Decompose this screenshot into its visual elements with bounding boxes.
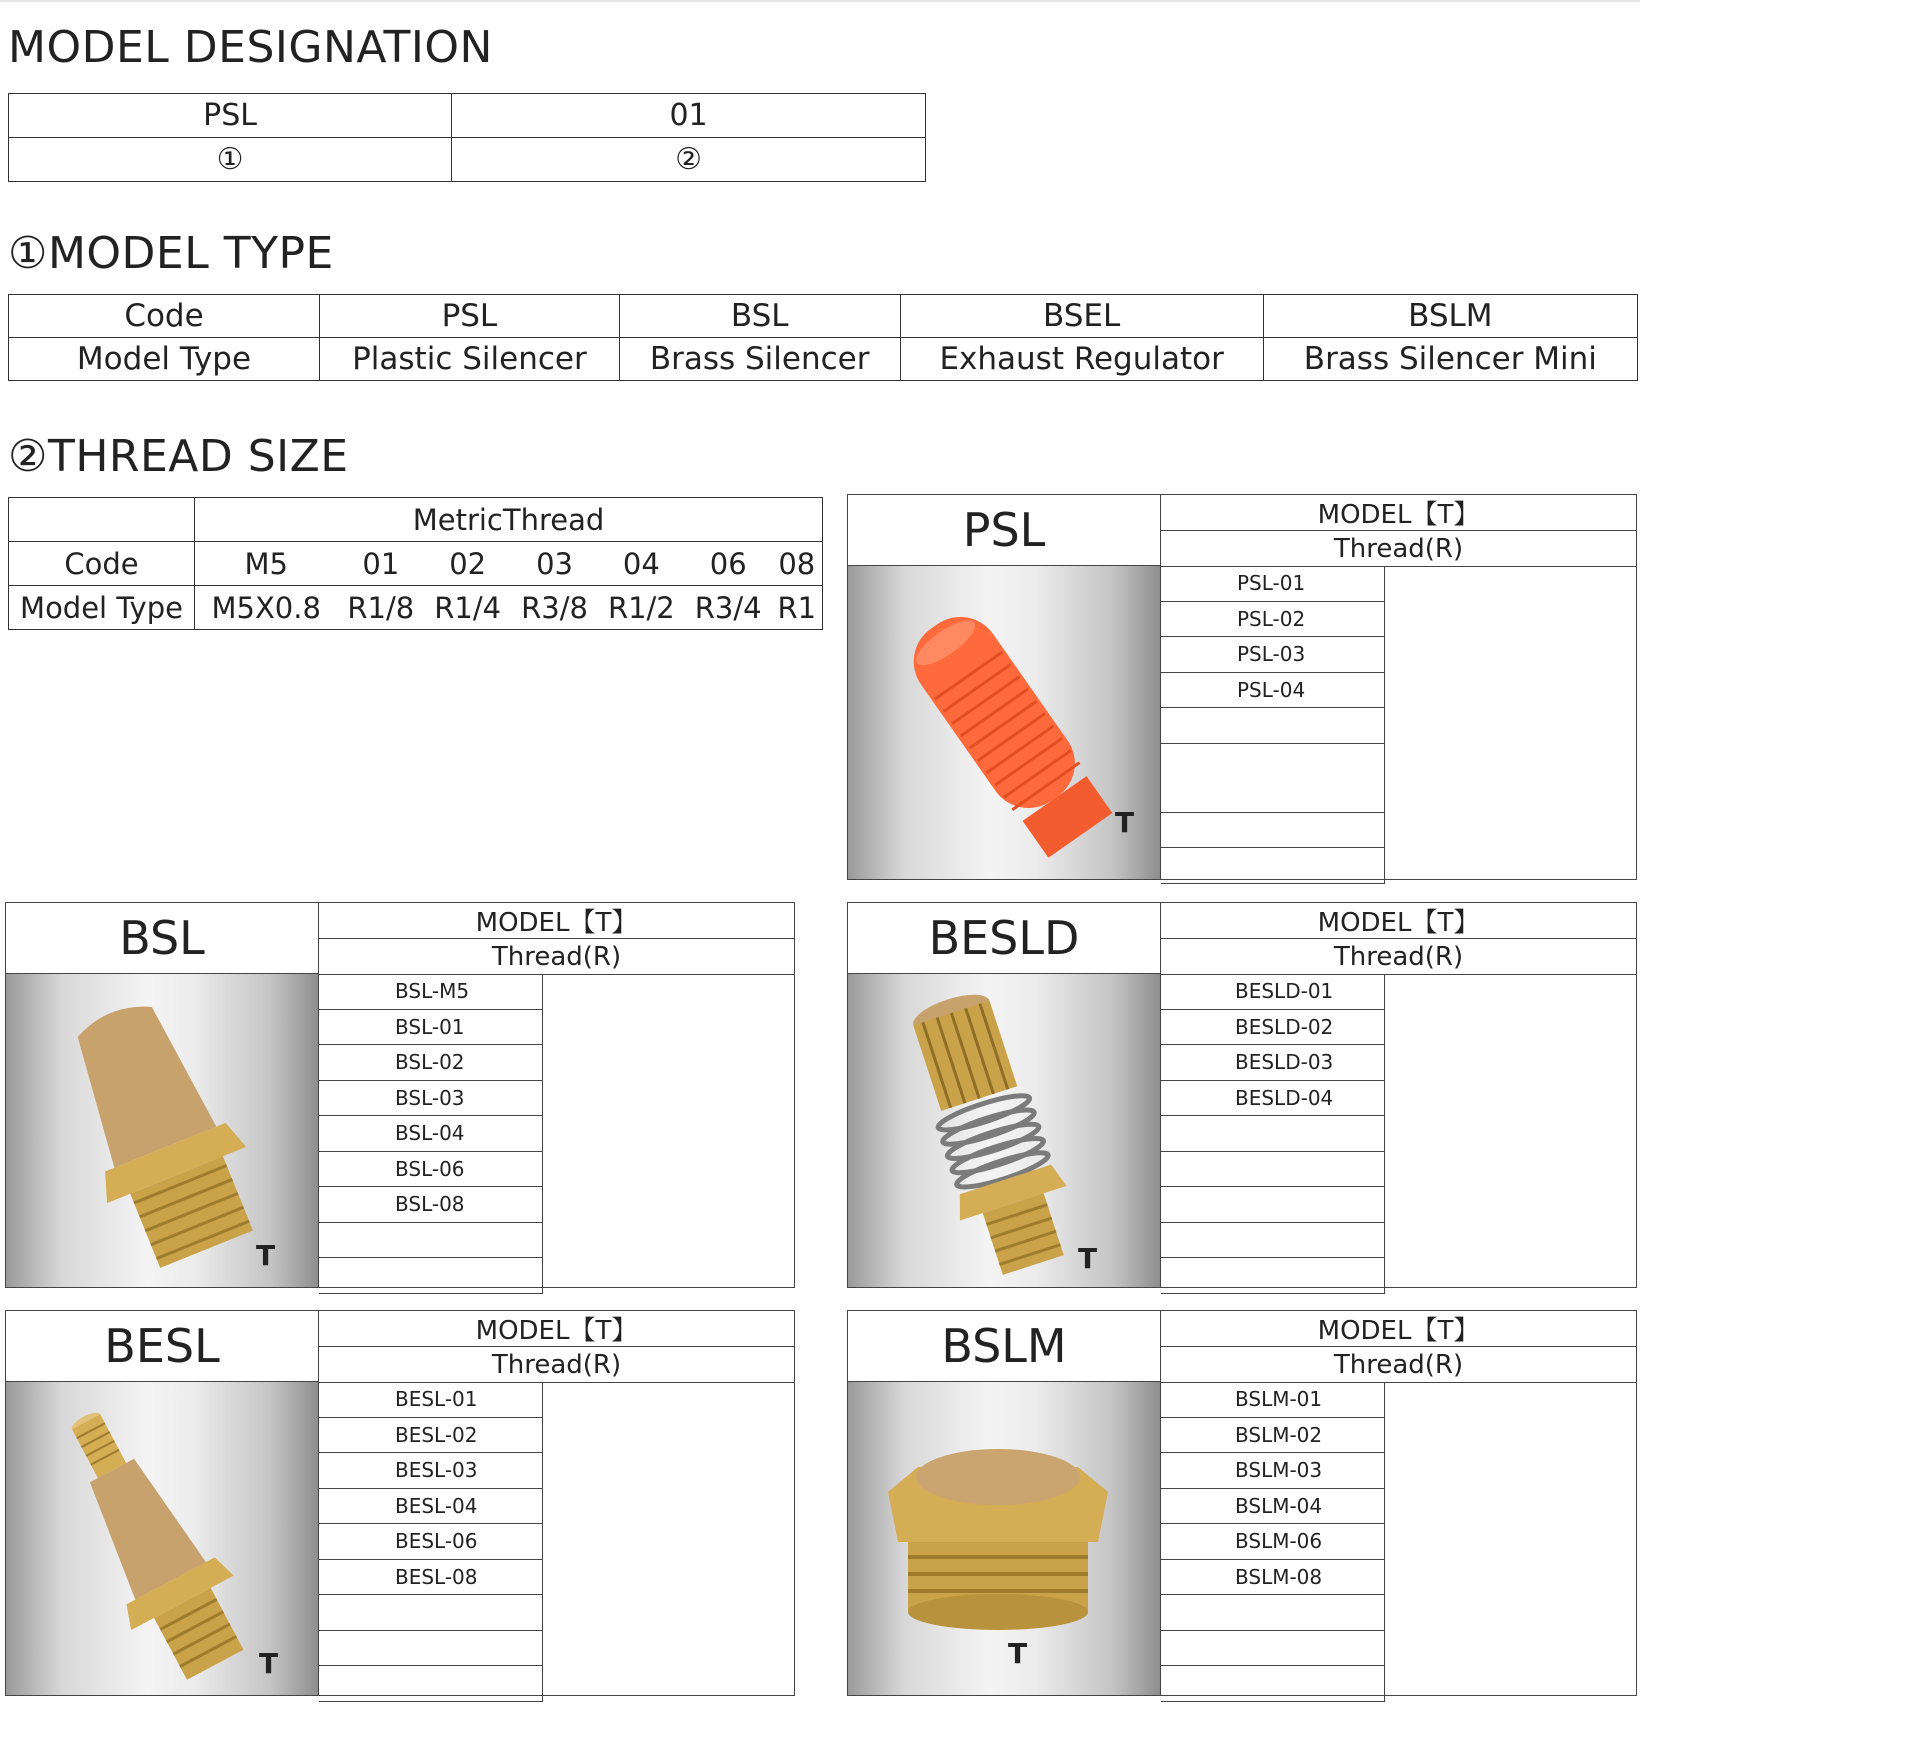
model-cell: BSLM-03 — [1161, 1453, 1385, 1489]
thread-size-type: R1/2 — [598, 586, 685, 630]
model-cell: BESL-08 — [319, 1559, 543, 1595]
table-row — [1161, 1222, 1385, 1258]
table-row — [1161, 637, 1385, 673]
thread-size-corner — [9, 498, 195, 542]
model-cell: BSL-02 — [319, 1045, 543, 1081]
model-cell: BSL-03 — [319, 1080, 543, 1116]
model-cell — [1161, 1151, 1385, 1187]
thread-size-code: M5 — [195, 542, 338, 586]
table-row — [1161, 743, 1385, 812]
table-row — [1161, 1009, 1385, 1045]
model-cell: BESLD-03 — [1161, 1045, 1385, 1081]
table-row — [1161, 974, 1385, 1009]
thread-cell — [1385, 974, 1386, 1009]
model-type-name: Plastic Silencer — [320, 338, 620, 381]
table-row — [319, 1009, 543, 1045]
model-cell — [319, 1222, 543, 1258]
model-cell: BSLM-02 — [1161, 1417, 1385, 1453]
besld-panel — [847, 902, 1637, 1288]
thread-cell — [543, 1116, 544, 1152]
table-row — [319, 1417, 543, 1453]
table-row — [319, 974, 543, 1009]
bslm-panel-header-thread: Thread(R) — [1161, 1347, 1636, 1383]
thread-size-code: 04 — [598, 542, 685, 586]
table-row — [1161, 1187, 1385, 1223]
thread-size-code-label: Code — [9, 542, 195, 586]
model-cell: BSL-01 — [319, 1009, 543, 1045]
table-row — [1161, 1080, 1385, 1116]
model-cell — [1161, 1258, 1385, 1294]
model-cell — [1161, 1630, 1385, 1666]
model-cell: BSL-08 — [319, 1187, 543, 1223]
model-cell — [319, 1630, 543, 1666]
thread-cell — [1385, 1595, 1386, 1631]
model-type-code: BSL — [619, 295, 900, 338]
thread-cell — [543, 1009, 544, 1045]
thread-size-type: R1/4 — [424, 586, 511, 630]
thread-cell — [543, 1151, 544, 1187]
bslm-panel — [847, 1310, 1637, 1696]
besld-panel-header-model: MODEL【T】 — [1161, 903, 1636, 939]
thread-cell — [1385, 637, 1386, 673]
table-row — [1161, 812, 1385, 848]
model-type-table — [8, 294, 1638, 381]
bsl-panel-title: BSL — [6, 903, 319, 974]
thread-cell — [543, 1666, 544, 1702]
psl-model-table — [1161, 566, 1385, 884]
thread-cell — [1385, 1009, 1386, 1045]
thread-cell — [1385, 1453, 1386, 1489]
thread-cell — [1385, 1417, 1386, 1453]
model-cell — [1161, 1187, 1385, 1223]
besl-panel-title: BESL — [6, 1311, 319, 1382]
table-row — [1161, 1524, 1385, 1560]
model-cell: BESL-01 — [319, 1382, 543, 1417]
table-row — [319, 1595, 543, 1631]
thread-cell — [1385, 1045, 1386, 1081]
table-row — [1161, 672, 1385, 708]
model-type-title: ①MODEL TYPE — [8, 228, 334, 279]
thread-cell — [543, 1222, 544, 1258]
thread-cell — [1385, 566, 1386, 601]
model-cell: BSLM-01 — [1161, 1382, 1385, 1417]
table-row — [319, 1559, 543, 1595]
table-row — [319, 1151, 543, 1187]
model-cell: BSL-M5 — [319, 974, 543, 1009]
besld-panel-title: BESLD — [848, 903, 1161, 974]
model-cell: BESL-06 — [319, 1524, 543, 1560]
thread-cell — [1385, 1559, 1386, 1595]
thread-cell — [1385, 1116, 1386, 1152]
model-type-type-header: Model Type — [9, 338, 320, 381]
table-row — [1161, 566, 1385, 601]
table-row — [1161, 1595, 1385, 1631]
thread-cell — [543, 1187, 544, 1223]
table-row — [1161, 1116, 1385, 1152]
thread-size-code: 03 — [511, 542, 598, 586]
thread-cell — [1385, 1524, 1386, 1560]
thread-cell — [543, 974, 544, 1009]
thread-cell — [1385, 1630, 1386, 1666]
table-row — [1161, 1488, 1385, 1524]
thread-cell — [1385, 672, 1386, 708]
model-cell: BSLM-06 — [1161, 1524, 1385, 1560]
thread-cell — [1385, 1258, 1386, 1294]
model-cell: BSLM-08 — [1161, 1559, 1385, 1595]
thread-size-group-label: MetricThread — [195, 498, 823, 542]
model-cell: PSL-04 — [1161, 672, 1385, 708]
model-type-code-header: Code — [9, 295, 320, 338]
model-type-code: BSLM — [1263, 295, 1637, 338]
thread-size-code: 08 — [772, 542, 823, 586]
besld-product-image — [848, 974, 1161, 1287]
model-type-code: PSL — [320, 295, 620, 338]
table-row — [319, 1045, 543, 1081]
table-row — [319, 1382, 543, 1417]
designation-marker-2: ② — [452, 138, 926, 182]
model-cell — [1161, 743, 1385, 812]
model-cell — [319, 1595, 543, 1631]
table-row — [319, 1666, 543, 1702]
psl-panel-header-thread: Thread(R) — [1161, 531, 1636, 567]
thread-size-type-label: Model Type — [9, 586, 195, 630]
thread-cell — [543, 1630, 544, 1666]
thread-cell — [543, 1524, 544, 1560]
thread-size-code: 02 — [424, 542, 511, 586]
model-cell — [319, 1258, 543, 1294]
table-row — [1161, 1151, 1385, 1187]
model-cell — [1161, 1222, 1385, 1258]
besl-model-table — [319, 1382, 543, 1702]
bslm-panel-title: BSLM — [848, 1311, 1161, 1382]
designation-table — [8, 93, 926, 182]
thread-cell — [543, 1382, 544, 1417]
table-row — [1161, 1045, 1385, 1081]
thread-cell — [1385, 1382, 1386, 1417]
top-rule — [0, 0, 1640, 2]
table-row — [319, 1187, 543, 1223]
model-cell — [1161, 708, 1385, 744]
bsl-product-image — [6, 974, 319, 1287]
model-cell: PSL-02 — [1161, 601, 1385, 637]
model-type-code: BSEL — [900, 295, 1263, 338]
designation-code-2: 01 — [452, 94, 926, 138]
thread-cell — [1385, 812, 1386, 848]
thread-size-type: M5X0.8 — [195, 586, 338, 630]
table-row — [1161, 1453, 1385, 1489]
table-row — [1161, 1258, 1385, 1294]
table-row — [1161, 1666, 1385, 1702]
table-row — [319, 1116, 543, 1152]
besl-panel-header-thread: Thread(R) — [319, 1347, 794, 1383]
thread-size-type: R3/4 — [685, 586, 772, 630]
table-row — [319, 1258, 543, 1294]
bsl-panel — [5, 902, 795, 1288]
model-cell — [1161, 1595, 1385, 1631]
thread-cell — [1385, 1222, 1386, 1258]
besl-product-image — [6, 1382, 319, 1695]
model-cell — [1161, 1116, 1385, 1152]
bslm-product-image — [848, 1382, 1161, 1695]
thread-cell — [1385, 1666, 1386, 1702]
psl-panel-title: PSL — [848, 495, 1161, 566]
designation-code-1: PSL — [9, 94, 452, 138]
table-row — [1161, 848, 1385, 884]
thread-size-type: R1 — [772, 586, 823, 630]
thread-size-title: ②THREAD SIZE — [8, 431, 349, 482]
besl-panel — [5, 1310, 795, 1696]
model-cell — [1161, 1666, 1385, 1702]
model-cell: BESLD-04 — [1161, 1080, 1385, 1116]
table-row — [319, 1524, 543, 1560]
table-row — [319, 1453, 543, 1489]
thread-cell — [1385, 1080, 1386, 1116]
thread-cell — [1385, 708, 1386, 744]
model-cell: PSL-03 — [1161, 637, 1385, 673]
besl-t-mark: T — [259, 1647, 279, 1680]
table-row — [1161, 1417, 1385, 1453]
table-row — [1161, 1559, 1385, 1595]
thread-cell — [543, 1045, 544, 1081]
model-cell: BSL-04 — [319, 1116, 543, 1152]
bsl-panel-header-model: MODEL【T】 — [319, 903, 794, 939]
model-cell: BESL-02 — [319, 1417, 543, 1453]
model-cell — [1161, 812, 1385, 848]
table-row — [319, 1222, 543, 1258]
besld-panel-header-thread: Thread(R) — [1161, 939, 1636, 975]
bslm-t-mark: T — [1008, 1637, 1028, 1670]
psl-t-mark: T — [1115, 806, 1135, 839]
psl-product-image — [848, 566, 1161, 879]
designation-title: MODEL DESIGNATION — [8, 22, 493, 73]
thread-cell — [543, 1488, 544, 1524]
model-cell: BESL-03 — [319, 1453, 543, 1489]
model-cell: BESL-04 — [319, 1488, 543, 1524]
bsl-t-mark: T — [256, 1239, 276, 1272]
table-row — [1161, 1382, 1385, 1417]
model-cell — [319, 1666, 543, 1702]
thread-size-code: 06 — [685, 542, 772, 586]
table-row — [1161, 708, 1385, 744]
table-row — [319, 1630, 543, 1666]
model-cell: BSL-06 — [319, 1151, 543, 1187]
table-row — [319, 1488, 543, 1524]
table-row — [319, 1080, 543, 1116]
model-cell: BESLD-01 — [1161, 974, 1385, 1009]
table-row — [1161, 601, 1385, 637]
thread-cell — [543, 1417, 544, 1453]
psl-panel — [847, 494, 1637, 880]
designation-marker-1: ① — [9, 138, 452, 182]
model-cell: PSL-01 — [1161, 566, 1385, 601]
besld-model-table — [1161, 974, 1385, 1294]
model-cell: BESLD-02 — [1161, 1009, 1385, 1045]
model-cell — [1161, 848, 1385, 884]
thread-size-code: 01 — [337, 542, 424, 586]
thread-cell — [543, 1453, 544, 1489]
besl-panel-header-model: MODEL【T】 — [319, 1311, 794, 1347]
thread-cell — [1385, 1151, 1386, 1187]
model-type-name: Brass Silencer Mini — [1263, 338, 1637, 381]
bsl-model-table — [319, 974, 543, 1294]
psl-panel-header-model: MODEL【T】 — [1161, 495, 1636, 531]
thread-size-table — [8, 497, 823, 630]
thread-cell — [543, 1559, 544, 1595]
model-type-name: Brass Silencer — [619, 338, 900, 381]
bslm-panel-header-model: MODEL【T】 — [1161, 1311, 1636, 1347]
thread-size-type: R1/8 — [337, 586, 424, 630]
thread-cell — [1385, 743, 1386, 812]
bslm-model-table — [1161, 1382, 1385, 1702]
thread-size-type: R3/8 — [511, 586, 598, 630]
thread-cell — [1385, 848, 1386, 884]
thread-cell — [1385, 1187, 1386, 1223]
table-row — [1161, 1630, 1385, 1666]
bsl-panel-header-thread: Thread(R) — [319, 939, 794, 975]
besld-t-mark: T — [1078, 1242, 1098, 1275]
model-type-name: Exhaust Regulator — [900, 338, 1263, 381]
thread-cell — [543, 1080, 544, 1116]
thread-cell — [543, 1595, 544, 1631]
thread-cell — [1385, 601, 1386, 637]
thread-cell — [543, 1258, 544, 1294]
thread-cell — [1385, 1488, 1386, 1524]
model-cell: BSLM-04 — [1161, 1488, 1385, 1524]
